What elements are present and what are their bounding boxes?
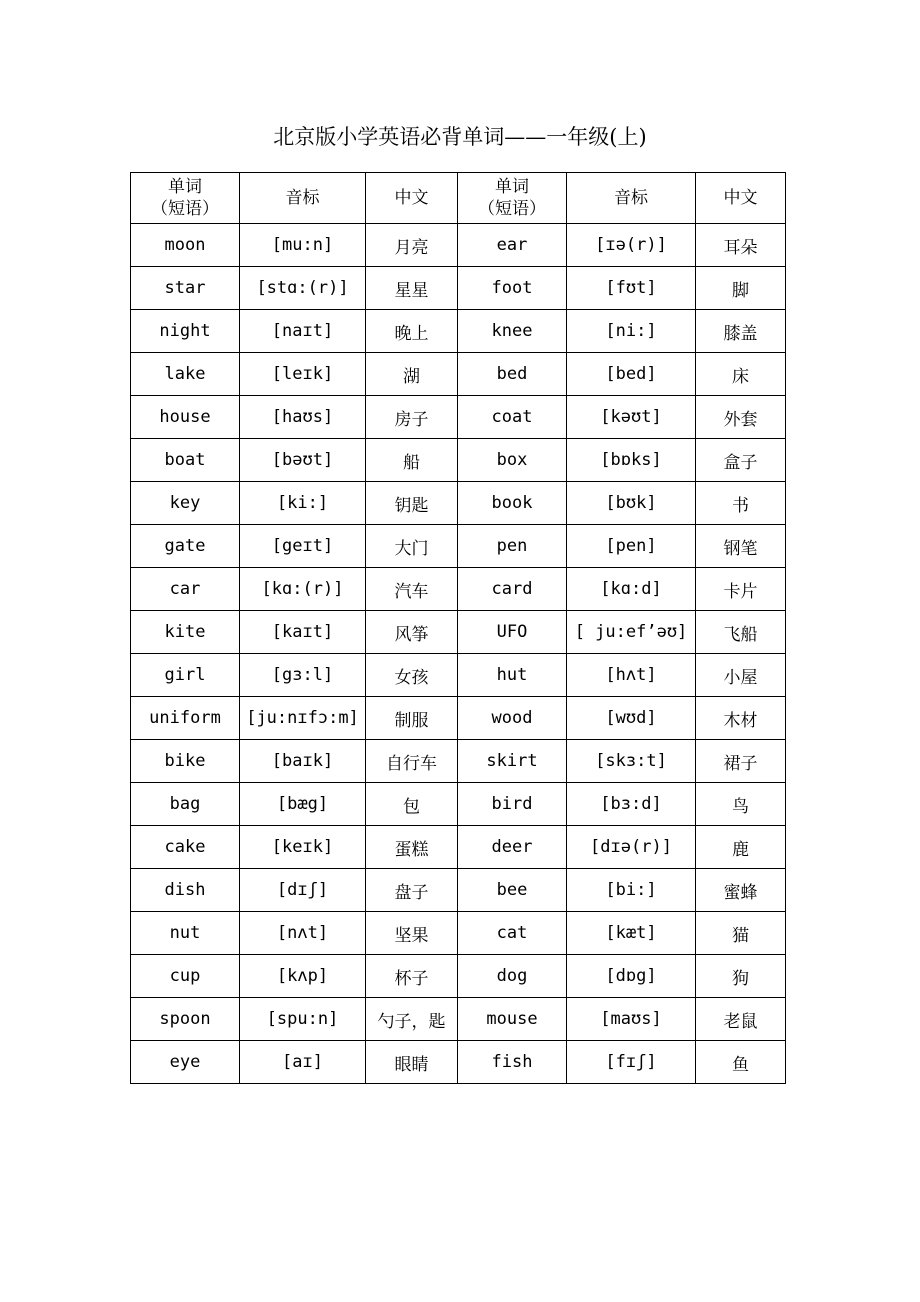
phonetic-cell: [skɜ:t] — [567, 740, 696, 783]
phonetic-cell: [bed] — [567, 353, 696, 396]
word-cell: wood — [458, 697, 567, 740]
word-cell: mouse — [458, 998, 567, 1041]
chinese-cell: 勺子，匙 — [366, 998, 458, 1041]
table-row — [131, 525, 786, 568]
chinese-cell: 房子 — [366, 396, 458, 439]
phonetic-cell: [fʊt] — [567, 267, 696, 310]
phonetic-cell: [nʌt] — [240, 912, 366, 955]
chinese-cell: 木材 — [696, 697, 786, 740]
word-cell: ear — [458, 224, 567, 267]
word-cell: bag — [131, 783, 240, 826]
phonetic-cell: [fɪʃ] — [567, 1041, 696, 1084]
word-cell: UFO — [458, 611, 567, 654]
table-row — [131, 826, 786, 869]
phonetic-cell: [bʊk] — [567, 482, 696, 525]
word-cell: card — [458, 568, 567, 611]
word-cell: deer — [458, 826, 567, 869]
table-row — [131, 783, 786, 826]
chinese-cell: 包 — [366, 783, 458, 826]
phonetic-cell: [naɪt] — [240, 310, 366, 353]
table-row — [131, 955, 786, 998]
phonetic-cell: [kʌp] — [240, 955, 366, 998]
chinese-cell: 风筝 — [366, 611, 458, 654]
header-word-1: 单词 （短语） — [131, 173, 240, 224]
phonetic-cell: [bi:] — [567, 869, 696, 912]
phonetic-cell: [gɜ:l] — [240, 654, 366, 697]
phonetic-cell: [maʊs] — [567, 998, 696, 1041]
chinese-cell: 鸟 — [696, 783, 786, 826]
word-cell: bed — [458, 353, 567, 396]
word-cell: lake — [131, 353, 240, 396]
chinese-cell: 床 — [696, 353, 786, 396]
phonetic-cell: [dɪə(r)] — [567, 826, 696, 869]
word-cell: box — [458, 439, 567, 482]
table-row — [131, 224, 786, 267]
chinese-cell: 蛋糕 — [366, 826, 458, 869]
word-cell: uniform — [131, 697, 240, 740]
header-chinese-2: 中文 — [696, 173, 786, 224]
word-cell: dish — [131, 869, 240, 912]
word-cell: gate — [131, 525, 240, 568]
phonetic-cell: [wʊd] — [567, 697, 696, 740]
chinese-cell: 坚果 — [366, 912, 458, 955]
phonetic-cell: [dɪʃ] — [240, 869, 366, 912]
chinese-cell: 耳朵 — [696, 224, 786, 267]
phonetic-cell: [leɪk] — [240, 353, 366, 396]
table-row — [131, 611, 786, 654]
table-row — [131, 869, 786, 912]
vocabulary-table — [130, 172, 786, 1084]
header-word-2: 单词 （短语） — [458, 173, 567, 224]
word-cell: coat — [458, 396, 567, 439]
table-row — [131, 740, 786, 783]
table-row — [131, 267, 786, 310]
phonetic-cell: [bɒks] — [567, 439, 696, 482]
phonetic-cell: [ɪə(r)] — [567, 224, 696, 267]
table-row — [131, 353, 786, 396]
chinese-cell: 汽车 — [366, 568, 458, 611]
chinese-cell: 老鼠 — [696, 998, 786, 1041]
phonetic-cell: [kɑ:d] — [567, 568, 696, 611]
chinese-cell: 盒子 — [696, 439, 786, 482]
phonetic-cell: [bæg] — [240, 783, 366, 826]
word-cell: boat — [131, 439, 240, 482]
phonetic-cell: [bɜ:d] — [567, 783, 696, 826]
header-ipa-1: 音标 — [240, 173, 366, 224]
chinese-cell: 女孩 — [366, 654, 458, 697]
word-cell: foot — [458, 267, 567, 310]
chinese-cell: 裙子 — [696, 740, 786, 783]
chinese-cell: 狗 — [696, 955, 786, 998]
phonetic-cell: [ki:] — [240, 482, 366, 525]
word-cell: spoon — [131, 998, 240, 1041]
chinese-cell: 飞船 — [696, 611, 786, 654]
chinese-cell: 卡片 — [696, 568, 786, 611]
word-cell: night — [131, 310, 240, 353]
chinese-cell: 眼睛 — [366, 1041, 458, 1084]
chinese-cell: 小屋 — [696, 654, 786, 697]
phonetic-cell: [spu:n] — [240, 998, 366, 1041]
word-cell: dog — [458, 955, 567, 998]
phonetic-cell: [ju:nɪfɔ:m] — [240, 697, 366, 740]
chinese-cell: 星星 — [366, 267, 458, 310]
chinese-cell: 鹿 — [696, 826, 786, 869]
word-cell: star — [131, 267, 240, 310]
table-row — [131, 482, 786, 525]
chinese-cell: 大门 — [366, 525, 458, 568]
chinese-cell: 蜜蜂 — [696, 869, 786, 912]
phonetic-cell: [geɪt] — [240, 525, 366, 568]
phonetic-cell: [kaɪt] — [240, 611, 366, 654]
table-row — [131, 568, 786, 611]
chinese-cell: 湖 — [366, 353, 458, 396]
word-cell: bike — [131, 740, 240, 783]
word-cell: skirt — [458, 740, 567, 783]
phonetic-cell: [hʌt] — [567, 654, 696, 697]
word-cell: knee — [458, 310, 567, 353]
chinese-cell: 船 — [366, 439, 458, 482]
table-row — [131, 654, 786, 697]
chinese-cell: 盘子 — [366, 869, 458, 912]
phonetic-cell: [ni:] — [567, 310, 696, 353]
table-row — [131, 998, 786, 1041]
word-cell: car — [131, 568, 240, 611]
phonetic-cell: [kəʊt] — [567, 396, 696, 439]
word-cell: cake — [131, 826, 240, 869]
word-cell: house — [131, 396, 240, 439]
phonetic-cell: [keɪk] — [240, 826, 366, 869]
word-cell: bird — [458, 783, 567, 826]
word-cell: key — [131, 482, 240, 525]
table-row — [131, 439, 786, 482]
phonetic-cell: [aɪ] — [240, 1041, 366, 1084]
word-cell: cup — [131, 955, 240, 998]
word-cell: kite — [131, 611, 240, 654]
word-cell: girl — [131, 654, 240, 697]
table-row — [131, 912, 786, 955]
word-cell: fish — [458, 1041, 567, 1084]
chinese-cell: 钢笔 — [696, 525, 786, 568]
table-row — [131, 697, 786, 740]
phonetic-cell: [ ju:ef’əʊ] — [567, 611, 696, 654]
table-row — [131, 310, 786, 353]
word-cell: hut — [458, 654, 567, 697]
phonetic-cell: [baɪk] — [240, 740, 366, 783]
chinese-cell: 脚 — [696, 267, 786, 310]
word-cell: nut — [131, 912, 240, 955]
phonetic-cell: [stɑ:(r)] — [240, 267, 366, 310]
phonetic-cell: [pen] — [567, 525, 696, 568]
chinese-cell: 月亮 — [366, 224, 458, 267]
word-cell: book — [458, 482, 567, 525]
chinese-cell: 钥匙 — [366, 482, 458, 525]
chinese-cell: 自行车 — [366, 740, 458, 783]
phonetic-cell: [haʊs] — [240, 396, 366, 439]
chinese-cell: 晚上 — [366, 310, 458, 353]
phonetic-cell: [kæt] — [567, 912, 696, 955]
phonetic-cell: [bəʊt] — [240, 439, 366, 482]
header-chinese-1: 中文 — [366, 173, 458, 224]
word-cell: eye — [131, 1041, 240, 1084]
page-title: 北京版小学英语必背单词——一年级(上) — [273, 125, 647, 149]
phonetic-cell: [kɑ:(r)] — [240, 568, 366, 611]
chinese-cell: 外套 — [696, 396, 786, 439]
chinese-cell: 制服 — [366, 697, 458, 740]
phonetic-cell: [dɒg] — [567, 955, 696, 998]
chinese-cell: 书 — [696, 482, 786, 525]
word-cell: moon — [131, 224, 240, 267]
header-ipa-2: 音标 — [567, 173, 696, 224]
phonetic-cell: [mu:n] — [240, 224, 366, 267]
table-row — [131, 396, 786, 439]
word-cell: bee — [458, 869, 567, 912]
chinese-cell: 鱼 — [696, 1041, 786, 1084]
chinese-cell: 杯子 — [366, 955, 458, 998]
table-header-row — [131, 173, 786, 224]
word-cell: pen — [458, 525, 567, 568]
word-cell: cat — [458, 912, 567, 955]
chinese-cell: 膝盖 — [696, 310, 786, 353]
chinese-cell: 猫 — [696, 912, 786, 955]
table-row — [131, 1041, 786, 1084]
